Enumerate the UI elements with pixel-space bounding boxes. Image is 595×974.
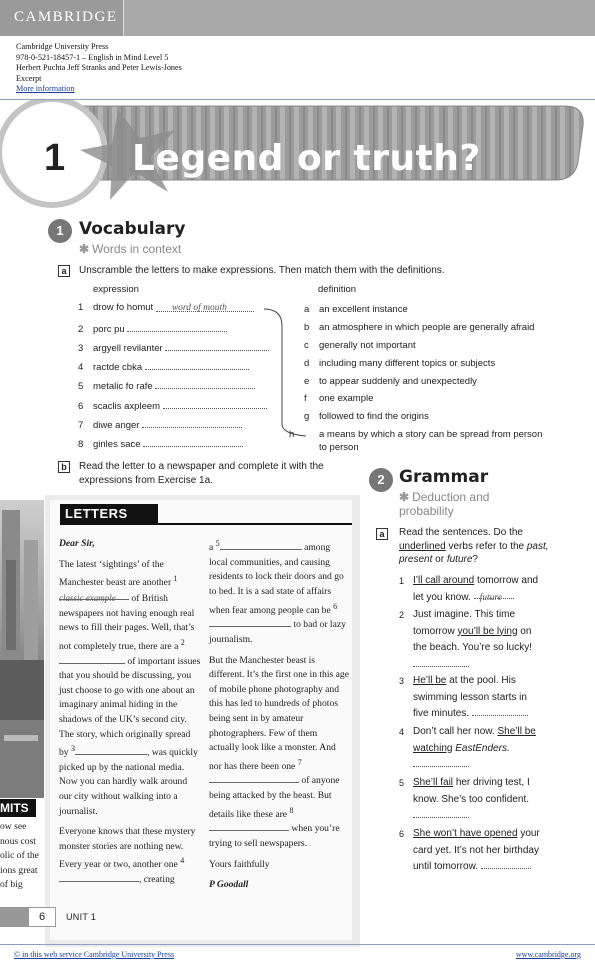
asterisk-icon: ✱: [79, 242, 90, 256]
meta-isbn: 978-0-521-18457-1 – English in Mind Level 5: [16, 52, 169, 62]
letter-blank-7[interactable]: [209, 774, 299, 783]
unit-number: 1: [44, 137, 66, 179]
letter-salutation: Dear Sir,: [59, 538, 95, 549]
part-a-instruction: Unscramble the letters to make expressions. Then match them with the definitions.: [79, 265, 445, 276]
footer-divider: [0, 944, 595, 945]
letter-blank-3[interactable]: [75, 746, 147, 755]
letter-blank-8[interactable]: [209, 822, 289, 831]
definition-row: d including many different topics or subjects: [304, 358, 496, 369]
definition-row: c generally not important: [304, 340, 416, 351]
answer-blank[interactable]: [143, 437, 243, 447]
publisher-logo[interactable]: [0, 0, 124, 36]
grammar-item: 4 Don’t call her now. She’ll be watching EastEnders.: [413, 724, 541, 774]
page-number: 6: [28, 907, 56, 927]
definition-column-header: definition: [318, 284, 357, 295]
grammar-instruction: Read the sentences. Do the underlined verbs refer to the past, present or future?: [399, 527, 549, 565]
answer-blank[interactable]: [142, 418, 242, 428]
part-b-instruction: Read the letter to a newspaper and complete it with the expressions from Exercise 1a.: [79, 461, 324, 486]
letter-signoff: Yours faithfully: [209, 858, 270, 870]
expression-row: 3 argyell revilanter: [78, 341, 288, 355]
letter-paragraph: Everyone knows that these mystery monster stories are nothing new. Every year or two, another one $^4$, creating: [59, 826, 196, 886]
more-information-link[interactable]: More information: [16, 84, 75, 93]
grammar-heading: Grammar: [399, 467, 489, 487]
grammar-item: 5 She’ll fail her driving test, I know. She’s too confident.: [413, 775, 541, 825]
vocabulary-subheading: ✱ Words in context: [79, 242, 182, 256]
expression-row: 6 scaclis axpleem: [78, 399, 288, 413]
grammar-answer-blank[interactable]: [413, 809, 469, 818]
side-article-text: ow see nous cost olic of the ions great of big: [0, 821, 39, 891]
letters-heading: LETTERS: [60, 504, 158, 523]
publisher-logo-text: CAMBRIDGE: [14, 9, 118, 25]
grammar-answer-blank[interactable]: future: [474, 590, 514, 599]
grammar-answer-blank[interactable]: [481, 860, 531, 869]
letter-signature: P Goodall: [209, 879, 249, 891]
definition-row: h a means by which a story can be spread from person to person: [289, 429, 543, 453]
grammar-answer-blank[interactable]: [413, 758, 469, 767]
meta-publisher: Cambridge University Press: [16, 42, 109, 51]
expression-row: 8 ginles sace: [78, 437, 288, 451]
definition-row: a an excellent instance: [304, 304, 408, 315]
letter-blank-4[interactable]: [59, 873, 139, 882]
letter-blank-6[interactable]: [209, 618, 291, 627]
letter-column-2: [209, 537, 349, 899]
definition-row: f one example: [304, 393, 374, 404]
vocabulary-heading: Vocabulary: [79, 219, 186, 239]
letter-blank-5[interactable]: [220, 541, 302, 550]
grammar-item: 3 He’ll be at the pool. His swimming lesson starts in five minutes.: [399, 675, 527, 719]
expression-row: 2 porc pu: [78, 322, 288, 336]
website-link[interactable]: www.cambridge.org: [515, 950, 581, 959]
part-a-box: a: [58, 265, 70, 277]
letter-blank-1[interactable]: classic example: [59, 591, 129, 600]
answer-blank[interactable]: [165, 341, 269, 351]
unit-title: Legend or truth?: [132, 138, 481, 179]
definition-row: g followed to find the origins: [304, 411, 429, 422]
expression-row: 4 ractde cbka: [78, 360, 288, 374]
answer-blank[interactable]: [145, 360, 249, 370]
part-b-box: b: [58, 461, 70, 473]
copyright-link[interactable]: © in this web service Cambridge University Press: [14, 950, 175, 959]
city-skyline-image: [0, 500, 44, 798]
grammar-item: 1 I’ll call around tomorrow and let you know. future: [399, 575, 539, 603]
answer-blank[interactable]: word of mouth: [156, 302, 254, 312]
expression-column-header: expression: [93, 284, 139, 295]
letter-column-1: [59, 537, 201, 894]
side-article-heading: MITS: [0, 799, 36, 817]
grammar-part-a-box: a: [376, 528, 388, 540]
section-number-badge: 2: [369, 468, 393, 492]
definition-row: e to appear suddenly and unexpectedly: [304, 376, 477, 387]
definition-row: b an atmosphere in which people are generally afraid: [304, 322, 535, 333]
grammar-item: 6 She won’t have opened your card yet. It’s not her birthday until tomorrow.: [399, 828, 540, 872]
section-number-badge: 1: [48, 219, 72, 243]
city-photo: [0, 500, 44, 798]
letter-paragraph: But the Manchester beast is different. It’s the first one in this age of mobile phone photography and this has led to hundreds of photos being sent in by amateur photographers. Few of them actually look like a monster. And nor has there been one $^7$ of anyone being attacked by the beast. But details like these are $^8$ when you’re trying to sell newspapers.: [209, 654, 349, 850]
unit-label: UNIT 1: [66, 912, 97, 922]
letter-blank-2[interactable]: [59, 655, 125, 664]
expression-row: 7 diwe anger: [78, 418, 288, 432]
grammar-answer-blank[interactable]: [472, 707, 528, 716]
letter-paragraph: The latest ‘sightings’ of the Manchester beast are another $^1$classic example of British newspapers not having enough real news to fill their pages. Well, that’s not completely true, there are a $^2$ of important issues that you should be discussing, you just choose to go with one about an imaginary animal hiding in the shadows of the UK’s second city. The story, which originally spread by $^3$ , was quickly picked up by the national media. Now you can hardly walk around our city without walking into a journalist.: [59, 558, 201, 817]
answer-blank[interactable]: [127, 322, 227, 332]
grammar-subheading: ✱ Deduction and probability: [399, 490, 490, 518]
book-metadata: [16, 42, 182, 95]
expression-row: 1 drow fo homut word of mouth: [78, 302, 288, 316]
page-tab: [0, 907, 28, 927]
meta-authors: Herbert Puchta Jeff Stranks and Peter Lewis-Jones: [16, 63, 182, 72]
meta-excerpt: Excerpt: [16, 73, 42, 83]
answer-blank[interactable]: [155, 379, 255, 389]
grammar-answer-blank[interactable]: [413, 658, 469, 667]
answer-blank[interactable]: [163, 399, 267, 409]
asterisk-icon: ✱: [399, 490, 410, 504]
grammar-item: 2 Just imagine. This time tomorrow you’ll be lying on the beach. You’re so lucky!: [413, 607, 541, 673]
expression-row: 5 metalic fo rafe: [78, 379, 288, 393]
letters-heading-rule: [60, 523, 352, 525]
letter-paragraph: a $^5$ among local communities, and causing residents to lock their doors and go to bed. It is a sad state of affairs when fear among people can be $^6$ to bad or lazy journalism.: [209, 539, 346, 645]
